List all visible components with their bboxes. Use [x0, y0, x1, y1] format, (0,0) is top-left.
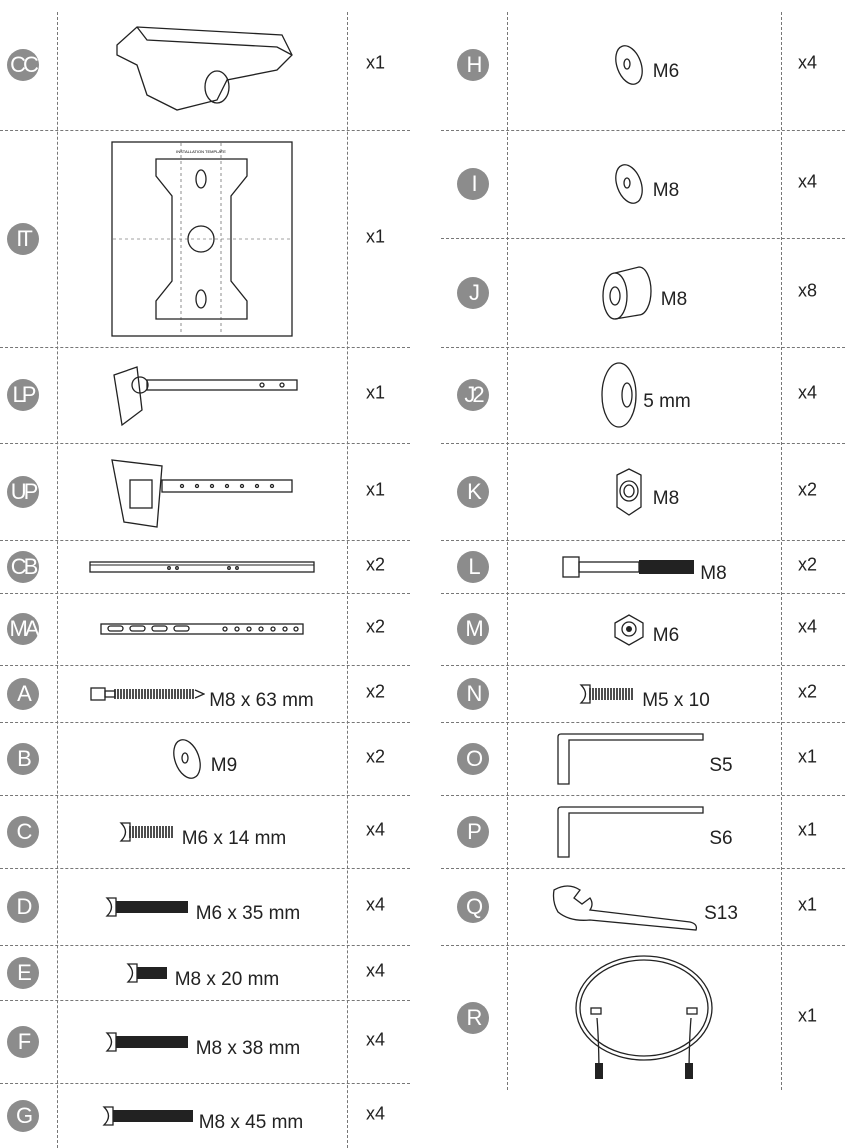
part-code: K	[467, 478, 479, 504]
part-illustration-cell	[507, 665, 781, 722]
part-code-badge	[7, 957, 39, 989]
part-row-r	[441, 945, 845, 1090]
part-illustration-cell	[57, 1083, 347, 1148]
part-size-label: M6	[652, 625, 680, 646]
part-size-label: M8 x 20 mm	[174, 968, 280, 990]
part-row-c	[0, 795, 410, 869]
part-row-cb	[0, 540, 410, 594]
part-row-i	[441, 130, 845, 239]
screw-icon	[104, 895, 192, 919]
template-title: INSTALLATION TEMPLATE	[176, 148, 226, 154]
washer-icon	[609, 43, 649, 87]
part-size-label: M8	[652, 487, 680, 509]
lag-bolt-icon	[90, 684, 205, 704]
short-screw-icon	[118, 820, 178, 844]
part-quantity: x4	[366, 818, 386, 839]
part-size-label: M9	[210, 754, 238, 776]
part-illustration-cell	[507, 443, 781, 540]
part-code-badge	[7, 678, 39, 710]
short-screw-icon	[578, 682, 638, 706]
washer-icon	[167, 737, 207, 781]
part-code-badge	[457, 49, 489, 81]
part-quantity: x1	[798, 1004, 818, 1025]
socket-bolt-icon	[561, 555, 696, 579]
part-illustration-cell	[57, 795, 347, 868]
part-code: J	[469, 279, 477, 305]
part-row-q	[441, 868, 845, 946]
lock-nut-icon	[609, 467, 649, 517]
part-code: IT	[16, 225, 30, 251]
part-code-badge	[7, 49, 39, 81]
part-illustration-cell	[507, 722, 781, 795]
part-illustration-cell	[507, 347, 781, 443]
part-code-badge	[457, 816, 489, 848]
part-code: LP	[12, 382, 34, 407]
part-row-p	[441, 795, 845, 869]
part-code: R	[466, 1004, 480, 1030]
short-bolt-icon	[125, 961, 171, 985]
part-code-badge	[7, 551, 39, 583]
part-code-badge	[7, 223, 39, 255]
part-quantity: x4	[366, 893, 386, 914]
part-code-badge	[457, 379, 489, 411]
part-quantity: x1	[366, 52, 386, 73]
part-quantity: x2	[366, 680, 386, 701]
part-illustration-cell	[57, 443, 347, 540]
part-quantity: x4	[366, 1028, 386, 1049]
part-code: B	[17, 745, 29, 771]
part-code: C	[16, 818, 30, 844]
part-row-m	[441, 593, 845, 666]
part-row-h	[441, 0, 845, 131]
hex-key-icon	[555, 732, 705, 786]
part-size-label: S13	[704, 902, 738, 924]
part-illustration-cell	[57, 347, 347, 443]
part-row-l	[441, 540, 845, 594]
column-divider	[781, 12, 782, 1090]
part-quantity: x4	[798, 382, 818, 403]
part-row-n	[441, 665, 845, 723]
part-quantity: x8	[798, 279, 818, 300]
part-code-badge	[7, 1026, 39, 1058]
part-illustration-cell	[57, 130, 347, 347]
part-row-j2	[441, 347, 845, 444]
part-code-badge	[457, 743, 489, 775]
hex-key-icon	[555, 805, 705, 859]
part-illustration-cell	[57, 540, 347, 593]
part-quantity: x2	[366, 745, 386, 766]
part-quantity: x1	[798, 818, 818, 839]
part-size-label: M8	[660, 288, 688, 310]
part-row-f	[0, 1000, 410, 1084]
part-row-b	[0, 722, 410, 796]
part-row-d	[0, 868, 410, 946]
part-code: P	[467, 818, 479, 844]
part-code-badge	[457, 551, 489, 583]
part-size-label: M8 x 45 mm	[198, 1111, 304, 1133]
part-row-g	[0, 1083, 410, 1148]
part-quantity: x4	[798, 52, 818, 73]
part-code-badge	[457, 613, 489, 645]
part-row-k	[441, 443, 845, 541]
part-quantity: x2	[798, 680, 818, 701]
part-illustration-cell	[57, 1000, 347, 1083]
part-size-label: M6 x 35 mm	[195, 902, 301, 924]
part-code-badge	[457, 476, 489, 508]
part-illustration-cell	[507, 945, 781, 1090]
mounting-arm-icon	[100, 622, 304, 636]
part-code-badge	[7, 476, 39, 508]
part-code-badge	[457, 277, 489, 309]
part-quantity: x4	[366, 959, 386, 980]
washer-icon	[609, 162, 649, 206]
part-row-it	[0, 130, 410, 348]
lower-pole-icon	[102, 355, 302, 435]
part-illustration-cell	[507, 593, 781, 665]
ceiling-bar-icon	[89, 559, 315, 575]
wrench-icon	[550, 882, 700, 932]
part-code-badge	[7, 743, 39, 775]
part-code: CC	[10, 52, 36, 77]
part-row-o	[441, 722, 845, 796]
part-code: O	[465, 745, 481, 771]
part-quantity: x2	[366, 553, 386, 574]
part-illustration-cell	[57, 0, 347, 130]
part-code: I	[471, 171, 475, 196]
part-code: L	[468, 553, 478, 579]
part-code: D	[16, 893, 30, 919]
part-illustration-cell	[507, 868, 781, 945]
part-code: H	[466, 52, 480, 77]
part-row-a	[0, 665, 410, 723]
part-code: CB	[10, 553, 36, 579]
spacer-icon	[601, 265, 657, 321]
part-code: UP	[10, 478, 36, 504]
part-row-ma	[0, 593, 410, 666]
part-row-j	[441, 238, 845, 348]
part-quantity: x4	[798, 616, 818, 637]
part-code-badge	[7, 816, 39, 848]
part-row-lp	[0, 347, 410, 444]
part-size-label: M6 x 14 mm	[181, 827, 287, 849]
part-quantity: x1	[366, 225, 386, 246]
part-quantity: x2	[366, 616, 386, 637]
part-code: F	[17, 1028, 29, 1054]
part-quantity: x1	[366, 478, 386, 499]
part-size-label: M8 x 63 mm	[209, 689, 314, 711]
part-illustration-cell	[57, 722, 347, 795]
part-code-badge	[457, 1002, 489, 1034]
part-size-label: S6	[709, 827, 733, 849]
part-size-label: M8 x 38 mm	[195, 1037, 301, 1059]
part-illustration-cell	[507, 130, 781, 238]
part-code: N	[466, 680, 480, 706]
screw-icon	[104, 1030, 192, 1054]
part-illustration-cell	[507, 795, 781, 868]
part-illustration-cell	[57, 593, 347, 665]
part-code-badge	[457, 891, 489, 923]
long-screw-icon	[101, 1104, 195, 1128]
part-size-label: M8	[652, 180, 680, 201]
part-code-badge	[7, 379, 39, 411]
part-size-label: S5	[709, 754, 733, 776]
spacer-thick-icon	[597, 361, 639, 429]
part-code: MA	[9, 616, 37, 641]
part-quantity: x1	[366, 382, 386, 403]
part-row-e	[0, 945, 410, 1001]
part-quantity: x2	[798, 553, 818, 574]
part-row-cc	[0, 0, 410, 131]
part-code-badge	[457, 678, 489, 710]
part-code: Q	[465, 893, 481, 919]
part-code-badge	[7, 891, 39, 923]
part-illustration-cell	[57, 945, 347, 1000]
part-code-badge	[7, 1100, 39, 1132]
part-quantity: x4	[798, 171, 818, 192]
part-code: G	[15, 1102, 31, 1128]
part-code-badge	[7, 613, 39, 645]
cap-nut-icon	[609, 609, 649, 649]
part-code: A	[17, 680, 29, 706]
part-illustration-cell	[507, 238, 781, 347]
cable-icon	[569, 953, 719, 1083]
part-code-badge	[457, 168, 489, 200]
part-code: E	[17, 959, 29, 985]
part-illustration-cell	[507, 540, 781, 593]
column-divider	[507, 12, 508, 1090]
part-illustration-cell	[507, 0, 781, 130]
part-code: J2	[464, 382, 482, 407]
part-row-up	[0, 443, 410, 541]
part-illustration-cell	[57, 868, 347, 945]
part-size-label: 5 mm	[643, 391, 691, 412]
part-size-label: M5 x 10	[642, 689, 710, 711]
column-divider	[347, 12, 348, 1148]
part-quantity: x1	[798, 893, 818, 914]
upper-pole-icon	[102, 452, 302, 532]
column-divider	[57, 12, 58, 1148]
part-code: M	[465, 616, 481, 641]
part-size-label: M8	[700, 562, 727, 584]
part-illustration-cell	[57, 665, 347, 722]
part-quantity: x2	[798, 478, 818, 499]
installation-template-icon	[111, 141, 293, 337]
part-quantity: x4	[366, 1102, 386, 1123]
part-size-label: M6	[652, 61, 680, 82]
part-quantity: x1	[798, 745, 818, 766]
ceiling-cover-icon	[107, 15, 297, 115]
